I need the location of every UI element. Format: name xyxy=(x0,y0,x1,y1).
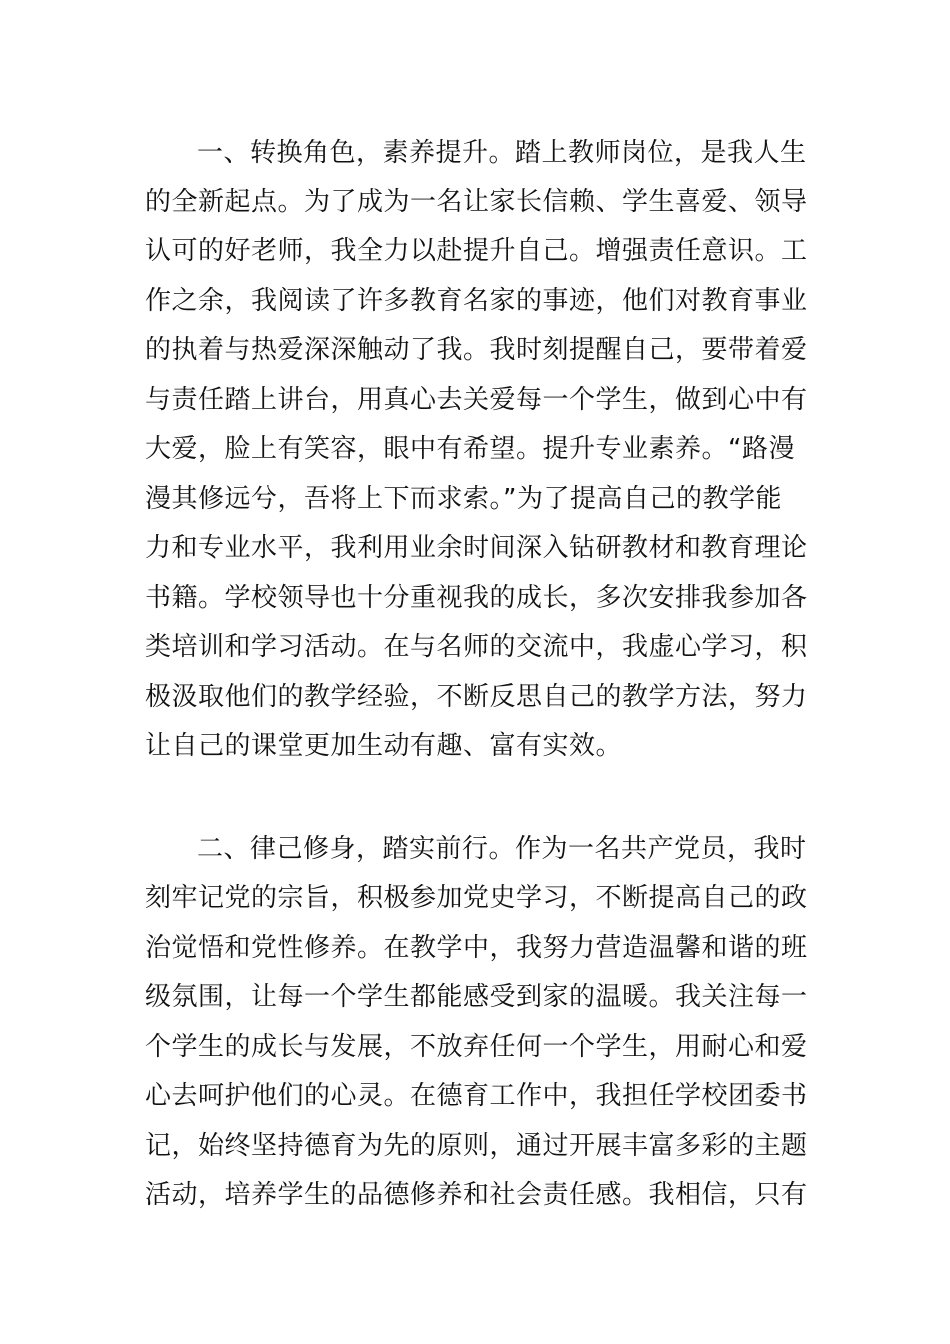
paragraph-1-line-10: 书籍。学校领导也十分重视我的成长，多次安排我参加各 xyxy=(145,583,808,613)
paragraph-2-line-8: 活动，培养学生的品德修养和社会责任感。我相信，只有 xyxy=(145,1180,808,1210)
paragraph-1-line-13: 让自己的课堂更加生动有趣、富有实效。 xyxy=(145,731,623,761)
paragraph-2-line-1: 二、律己修身，踏实前行。作为一名共产党员，我时 xyxy=(197,834,807,864)
paragraph-1-line-2: 的全新起点。为了成为一名让家长信赖、学生喜爱、领导 xyxy=(145,187,808,217)
paragraph-2-line-3: 治觉悟和党性修养。在教学中，我努力营造温馨和谐的班 xyxy=(145,933,808,963)
paragraph-1-line-11: 类培训和学习活动。在与名师的交流中，我虚心学习，积 xyxy=(145,632,808,662)
paragraph-1-line-6: 与责任踏上讲台，用真心去关爱每一个学生，做到心中有 xyxy=(145,385,808,415)
paragraph-1-line-3: 认可的好老师，我全力以赴提升自己。增强责任意识。工 xyxy=(145,236,808,266)
paragraph-2-line-7: 记，始终坚持德育为先的原则，通过开展丰富多彩的主题 xyxy=(145,1131,808,1161)
paragraph-1-line-7: 大爱，脸上有笑容，眼中有希望。提升专业素养。“路漫 xyxy=(145,434,795,464)
paragraph-1-line-1: 一、转换角色，素养提升。踏上教师岗位，是我人生 xyxy=(197,138,807,168)
paragraph-2-line-5: 个学生的成长与发展，不放弃任何一个学生，用耐心和爱 xyxy=(145,1032,808,1062)
paragraph-1-line-5: 的执着与热爱深深触动了我。我时刻提醒自己，要带着爱 xyxy=(145,335,808,365)
paragraph-2-line-2: 刻牢记党的宗旨，积极参加党史学习，不断提高自己的政 xyxy=(145,883,808,913)
paragraph-1-line-12: 极汲取他们的教学经验，不断反思自己的教学方法，努力 xyxy=(145,682,808,712)
paragraph-1-line-9: 力和专业水平，我利用业余时间深入钻研教材和教育理论 xyxy=(145,533,808,563)
paragraph-1-line-4: 作之余，我阅读了许多教育名家的事迹，他们对教育事业 xyxy=(145,286,808,316)
paragraph-1-line-8: 漫其修远兮，吾将上下而求索。”为了提高自己的教学能 xyxy=(145,484,782,514)
paragraph-2-line-4: 级氛围，让每一个学生都能感受到家的温暖。我关注每一 xyxy=(145,982,808,1012)
paragraph-2-line-6: 心去呵护他们的心灵。在德育工作中，我担任学校团委书 xyxy=(145,1081,808,1111)
